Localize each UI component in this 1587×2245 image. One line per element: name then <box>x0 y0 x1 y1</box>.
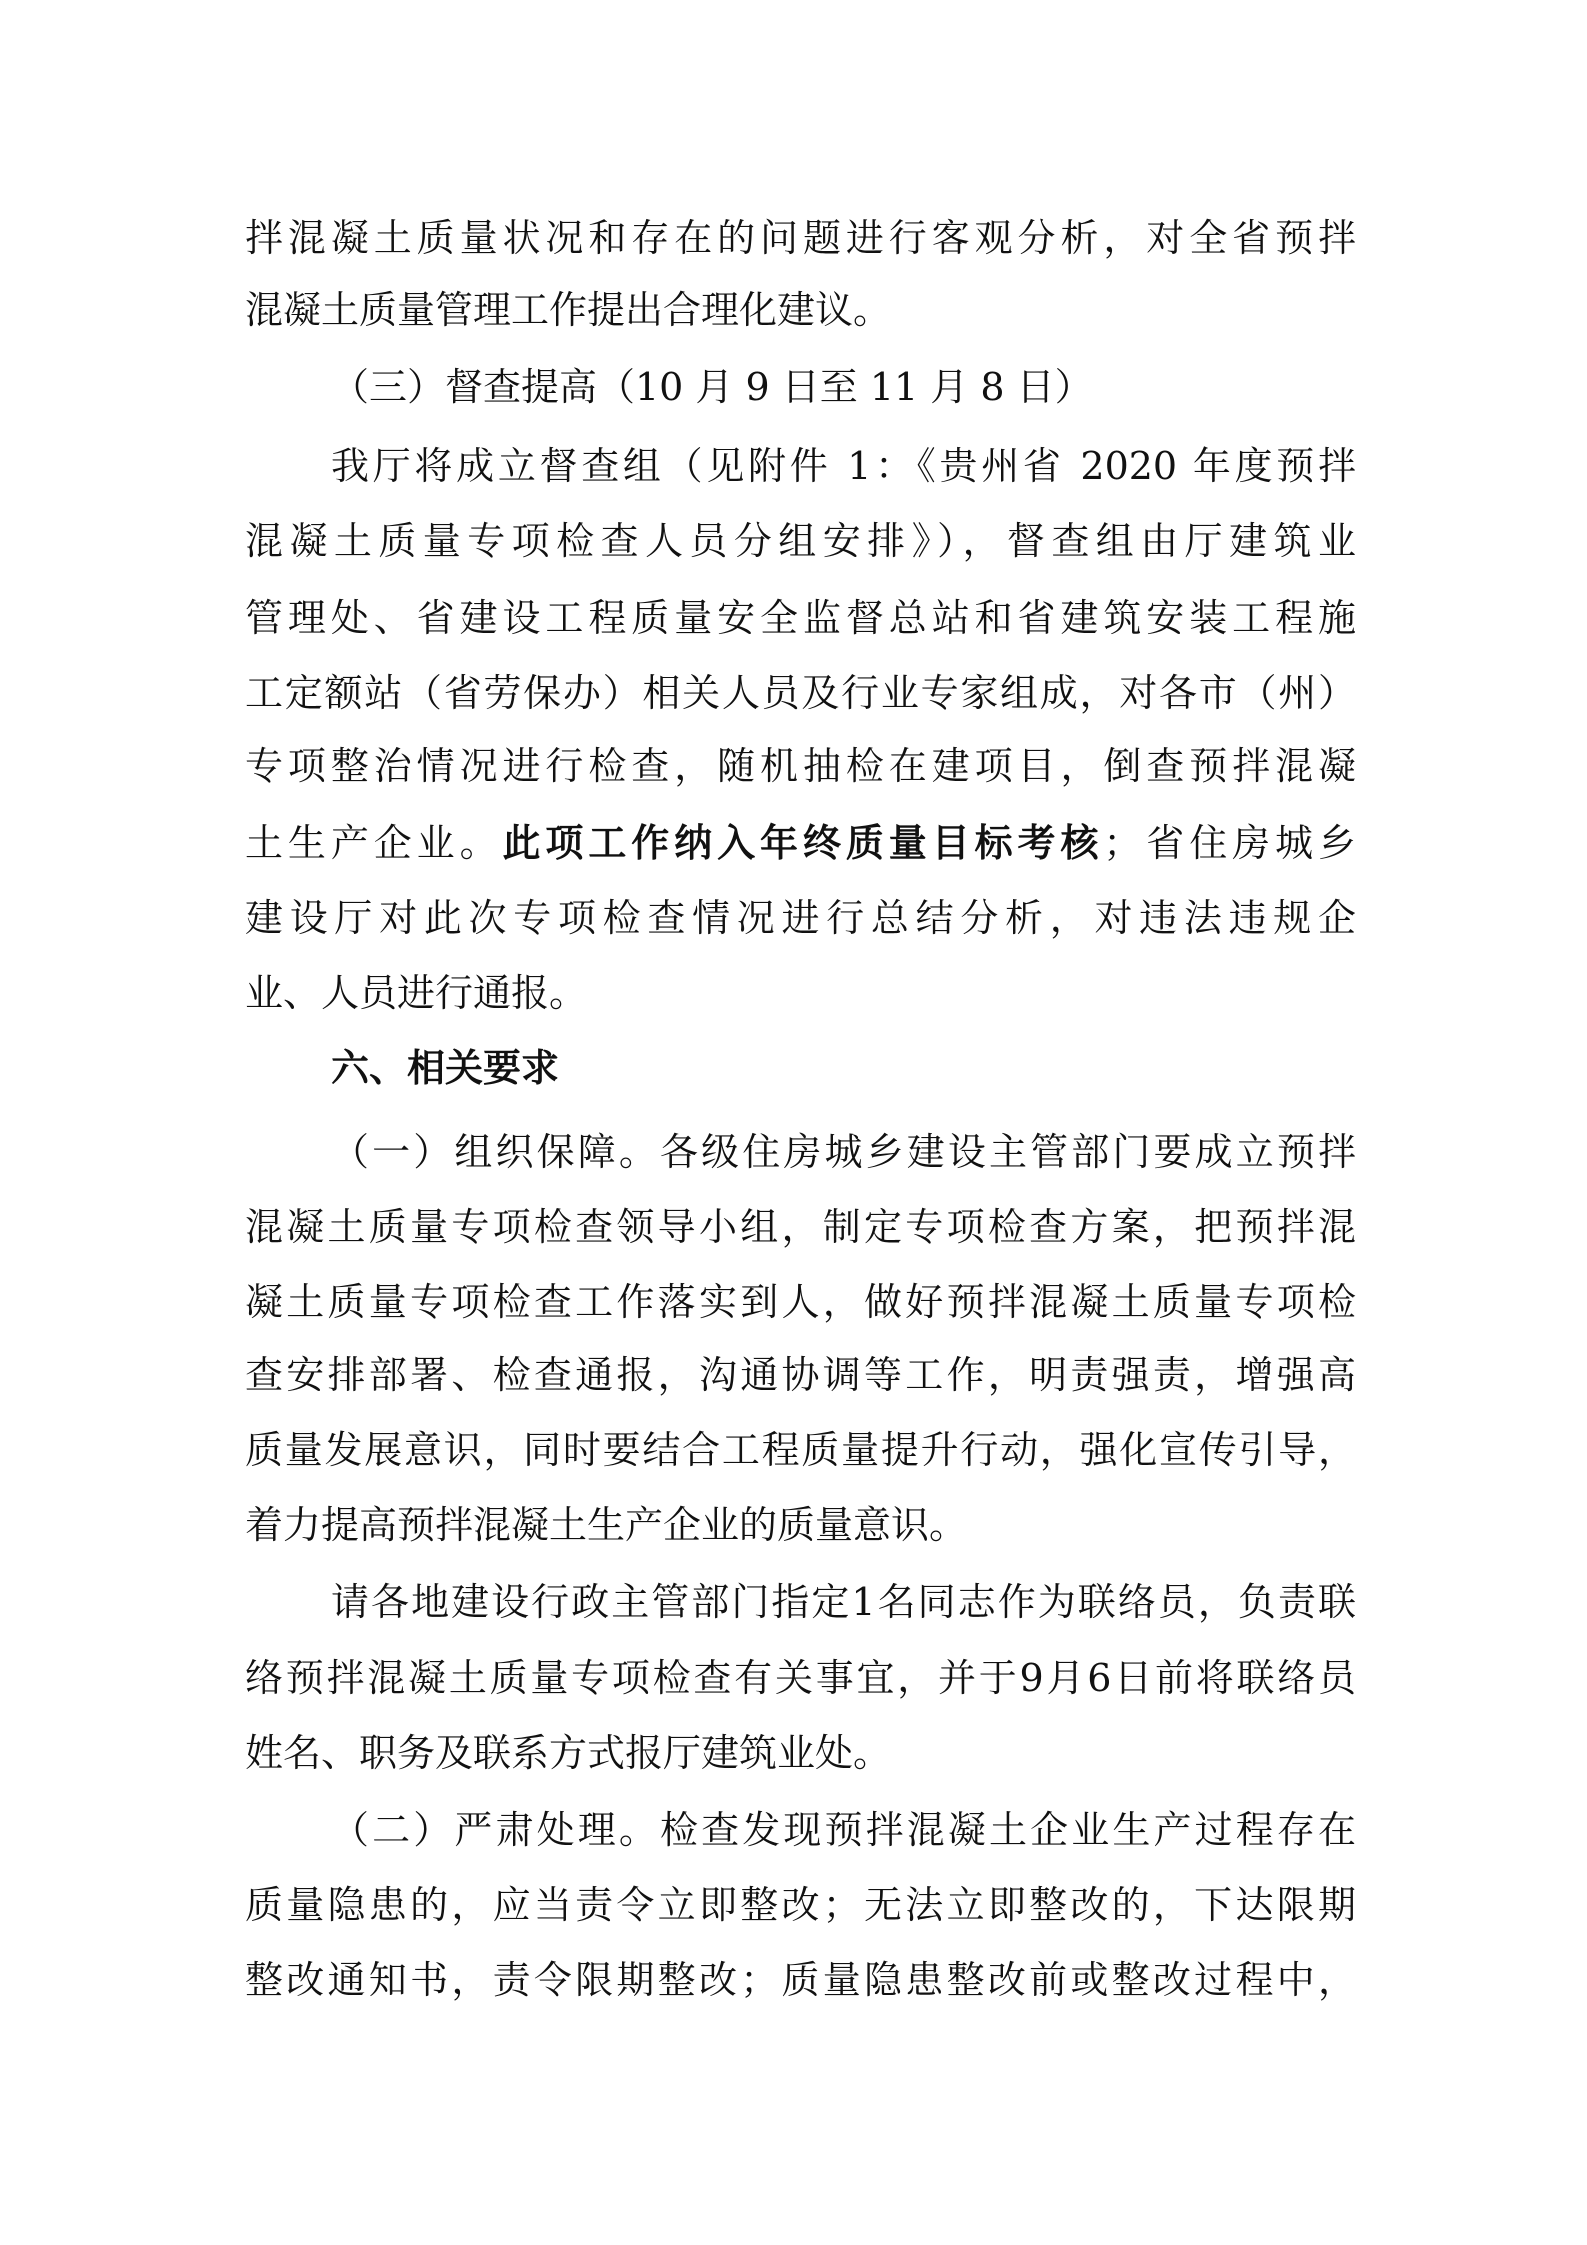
body-text-line: 土生产企业。此项工作纳入年终质量目标考核；省住房城乡 <box>245 820 1356 865</box>
body-text-line: 络预拌混凝土质量专项检查有关事宜，并于9月6日前将联络员 <box>245 1656 1356 1700</box>
body-text-line: 工定额站（省劳保办）相关人员及行业专家组成，对各市（州） <box>245 671 1356 715</box>
section-heading: 六、相关要求 <box>331 1046 560 1090</box>
body-text-line: 混凝土质量专项检查人员分组安排》），督查组由厅建筑业 <box>245 519 1356 563</box>
body-text-line: 混凝土质量专项检查领导小组，制定专项检查方案，把预拌混 <box>245 1205 1356 1249</box>
body-text-line: （二）严肃处理。检查发现预拌混凝土企业生产过程存在 <box>331 1808 1356 1852</box>
body-text-line: 混凝土质量管理工作提出合理化建议。 <box>245 288 892 332</box>
body-text-line: 拌混凝土质量状况和存在的问题进行客观分析，对全省预拌 <box>245 216 1356 260</box>
body-text-line: 专项整治情况进行检查，随机抽检在建项目，倒查预拌混凝 <box>245 744 1356 788</box>
body-text-line: 查安排部署、检查通报，沟通协调等工作，明责强责，增强高 <box>245 1353 1356 1397</box>
body-text-line: 管理处、省建设工程质量安全监督总站和省建筑安装工程施 <box>245 596 1356 640</box>
body-text-line: 整改通知书，责令限期整改；质量隐患整改前或整改过程中， <box>245 1958 1356 2002</box>
body-text-line: 质量隐患的，应当责令立即整改；无法立即整改的，下达限期 <box>245 1883 1356 1927</box>
body-text-line: 业、人员进行通报。 <box>245 971 588 1015</box>
body-text-line: 建设厅对此次专项检查情况进行总结分析，对违法违规企 <box>245 896 1356 940</box>
body-text-line: 姓名、职务及联系方式报厅建筑业处。 <box>245 1731 892 1775</box>
body-text-line: 质量发展意识，同时要结合工程质量提升行动，强化宣传引导， <box>245 1428 1356 1472</box>
body-text-line: 请各地建设行政主管部门指定1名同志作为联络员，负责联 <box>331 1580 1356 1624</box>
body-text-line: （一）组织保障。各级住房城乡建设主管部门要成立预拌 <box>331 1130 1356 1174</box>
bold-emphasis: 此项工作纳入年终质量目标考核 <box>502 820 1104 865</box>
body-text-line: 着力提高预拌混凝土生产企业的质量意识。 <box>245 1503 968 1547</box>
body-text-line: 我厅将成立督查组（见附件 1：《贵州省 2020 年度预拌 <box>331 444 1356 488</box>
body-text-line: 凝土质量专项检查工作落实到人，做好预拌混凝土质量专项检 <box>245 1280 1356 1324</box>
subsection-title: （三）督查提高（10 月 9 日至 11 月 8 日） <box>331 365 1093 409</box>
